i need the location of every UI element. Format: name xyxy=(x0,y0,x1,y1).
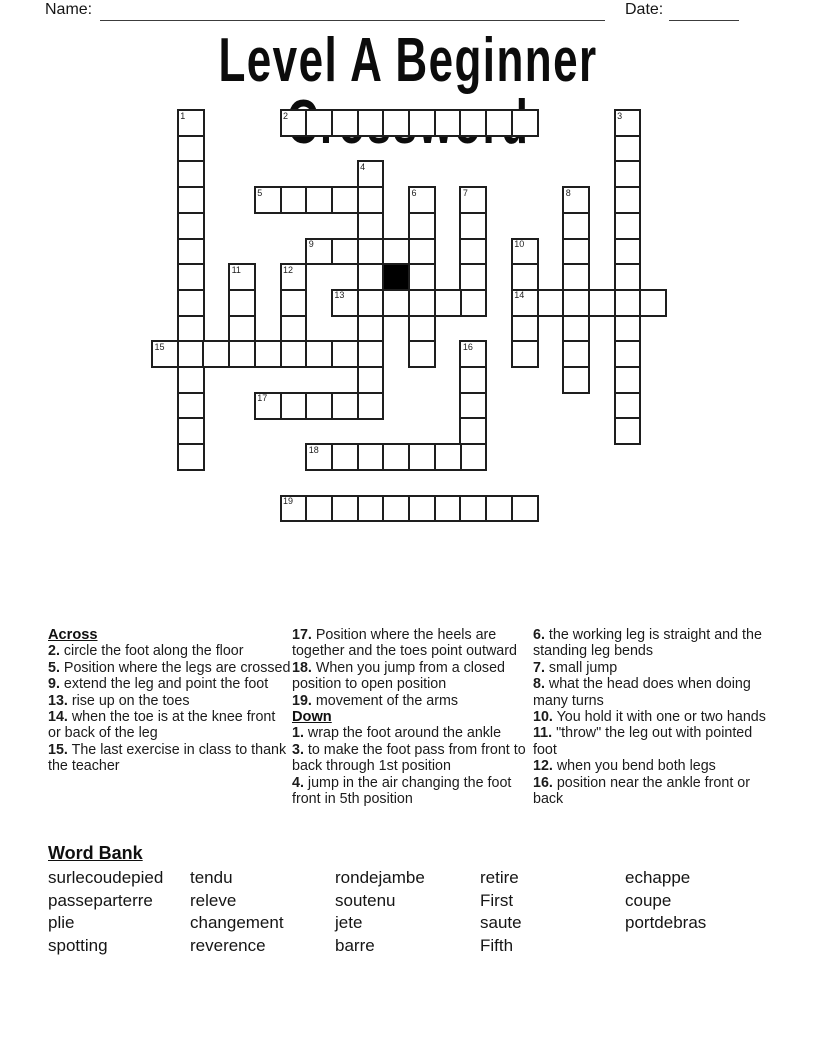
grid-cell[interactable] xyxy=(459,289,487,317)
cell-number: 3 xyxy=(617,110,623,121)
cell-number: 2 xyxy=(283,110,289,121)
grid-cell[interactable] xyxy=(408,495,436,523)
cell-number: 16 xyxy=(462,341,473,352)
grid-cell[interactable] xyxy=(305,340,333,368)
grid-cell[interactable] xyxy=(614,160,642,188)
grid-cell[interactable] xyxy=(562,212,590,240)
grid-cell[interactable] xyxy=(228,263,256,291)
grid-cell[interactable] xyxy=(614,315,642,343)
grid-cell[interactable] xyxy=(357,212,385,240)
grid-cell[interactable] xyxy=(357,495,385,523)
word-bank-word: reverence xyxy=(190,936,266,956)
clue-item-15: 15. The last exercise in class to thank the teacher xyxy=(48,741,287,775)
grid-cell[interactable] xyxy=(614,109,642,137)
grid-cell[interactable] xyxy=(614,289,642,317)
grid-cell[interactable] xyxy=(177,315,205,343)
grid-cell[interactable] xyxy=(202,340,230,368)
word-bank-column xyxy=(190,867,284,958)
grid-cell[interactable] xyxy=(177,289,205,317)
clue-column-down xyxy=(533,627,776,807)
grid-cell[interactable] xyxy=(254,340,282,368)
grid-cell[interactable] xyxy=(280,109,308,137)
clue-column-across xyxy=(48,627,291,775)
grid-cell[interactable] xyxy=(357,263,385,291)
grid-cell[interactable] xyxy=(614,340,642,368)
cell-number: 10 xyxy=(514,239,525,249)
cell-number: 7 xyxy=(462,187,468,198)
word-bank-word: portdebras xyxy=(625,913,707,933)
grid-cell[interactable] xyxy=(357,289,385,317)
grid-cell[interactable] xyxy=(614,212,642,240)
grid-cell[interactable] xyxy=(177,392,205,420)
clue-item-18: 18. When you jump from a closed position to open position xyxy=(292,659,505,693)
clue-section-heading: Across xyxy=(48,627,98,643)
grid-cell[interactable] xyxy=(459,366,487,394)
clue-item-3: 3. to make the foot pass from front to back through 1st position xyxy=(292,741,526,775)
grid-cell[interactable] xyxy=(511,238,539,266)
grid-cell[interactable] xyxy=(459,417,487,445)
grid-cell[interactable] xyxy=(177,212,205,240)
grid-cell[interactable] xyxy=(331,238,359,266)
grid-cell[interactable] xyxy=(331,443,359,471)
clue-item-13: 13. rise up on the toes xyxy=(48,692,190,709)
grid-cell[interactable] xyxy=(177,160,205,188)
word-bank-word: echappe xyxy=(625,868,691,887)
grid-cell[interactable] xyxy=(459,109,487,137)
cell-number: 14 xyxy=(514,290,525,301)
grid-cell[interactable] xyxy=(305,186,333,214)
grid-cell[interactable] xyxy=(408,289,436,317)
grid-cell[interactable] xyxy=(254,186,282,214)
grid-cell[interactable] xyxy=(331,186,359,214)
grid-cell[interactable] xyxy=(331,289,359,317)
word-bank-word: tendu xyxy=(190,868,233,887)
cell-number: 11 xyxy=(231,264,241,275)
cell-number: 18 xyxy=(308,444,319,455)
clue-item-6: 6. the working leg is straight and the standing leg bends xyxy=(533,627,762,660)
cell-number: 8 xyxy=(565,187,571,198)
grid-cell[interactable] xyxy=(280,392,308,420)
grid-cell[interactable] xyxy=(408,315,436,343)
word-bank-word: saute xyxy=(480,913,522,933)
grid-cell[interactable] xyxy=(408,212,436,240)
grid-cell[interactable] xyxy=(280,495,308,523)
page-title: Level A Beginner xyxy=(218,26,598,95)
word-bank-word: retire xyxy=(480,868,519,887)
grid-cell[interactable] xyxy=(177,366,205,394)
grid-cell[interactable] xyxy=(562,340,590,368)
grid-cell[interactable] xyxy=(357,315,385,343)
grid-cell[interactable] xyxy=(382,495,410,523)
grid-cell[interactable] xyxy=(485,495,513,523)
word-bank-column xyxy=(480,867,522,958)
grid-cell[interactable] xyxy=(562,289,590,317)
word-bank-word: coupe xyxy=(625,890,672,910)
grid-cell[interactable] xyxy=(357,109,385,137)
grid-cell[interactable] xyxy=(305,392,333,420)
clue-item-17: 17. Position where the heels are together and the toes point outward xyxy=(292,627,517,660)
grid-cell[interactable] xyxy=(459,238,487,266)
grid-cell[interactable] xyxy=(177,238,205,266)
clue-item-12: 12. when you bend both legs xyxy=(533,758,716,775)
grid-cell[interactable] xyxy=(614,392,642,420)
cell-number: 15 xyxy=(154,341,165,352)
clue-item-4: 4. jump in the air changing the foot front in 5th position xyxy=(292,774,512,808)
grid-cell[interactable] xyxy=(177,340,205,368)
word-bank-word: soutenu xyxy=(335,890,396,910)
grid-cell[interactable] xyxy=(511,263,539,291)
clue-item-8: 8. what the head does when doing many turns xyxy=(533,676,751,709)
grid-cell[interactable] xyxy=(588,289,616,317)
grid-cell[interactable] xyxy=(434,289,462,317)
cell-number: 4 xyxy=(360,161,366,172)
grid-cell[interactable] xyxy=(357,186,385,214)
clue-item-11: 11. "throw" the leg out with pointed foot xyxy=(533,725,753,758)
word-bank-word: spotting xyxy=(48,936,108,956)
cell-number: 1 xyxy=(180,110,186,121)
word-bank-heading: Word Bank xyxy=(48,843,143,863)
grid-cell[interactable] xyxy=(151,340,179,368)
grid-cell[interactable] xyxy=(511,495,539,523)
grid-cell[interactable] xyxy=(459,392,487,420)
black-cell xyxy=(382,263,410,291)
grid-cell[interactable] xyxy=(614,263,642,291)
grid-cell[interactable] xyxy=(614,186,642,214)
name-input-line[interactable] xyxy=(100,0,605,21)
word-bank-word: rondejambe xyxy=(335,868,425,887)
grid-cell[interactable] xyxy=(459,186,487,214)
word-bank-column xyxy=(335,867,425,958)
grid-cell[interactable] xyxy=(459,443,487,471)
grid-cell[interactable] xyxy=(614,417,642,445)
clue-item-5: 5. Position where the legs are crossed xyxy=(48,659,291,676)
grid-cell[interactable] xyxy=(254,392,282,420)
date-label: Date: xyxy=(625,1,664,18)
grid-cell[interactable] xyxy=(614,135,642,163)
grid-cell[interactable] xyxy=(511,289,539,317)
grid-cell[interactable] xyxy=(459,495,487,523)
grid-cell[interactable] xyxy=(511,340,539,368)
grid-cell[interactable] xyxy=(511,109,539,137)
cell-number: 19 xyxy=(283,496,294,506)
grid-cell[interactable] xyxy=(562,238,590,266)
word-bank-word: First xyxy=(480,890,514,910)
grid-cell[interactable] xyxy=(357,443,385,471)
grid-cell[interactable] xyxy=(177,417,205,445)
cell-number: 17 xyxy=(257,393,268,404)
clue-item-16: 16. position near the ankle front or back xyxy=(533,774,750,808)
grid-cell[interactable] xyxy=(511,315,539,343)
grid-cell[interactable] xyxy=(305,443,333,471)
cell-number: 9 xyxy=(308,239,314,249)
word-bank-word: passeparterre xyxy=(48,890,153,910)
crossword-grid xyxy=(151,109,669,524)
grid-cell[interactable] xyxy=(382,443,410,471)
grid-cell[interactable] xyxy=(357,160,385,188)
grid-cell[interactable] xyxy=(331,495,359,523)
clue-item-7: 7. small jump xyxy=(533,659,618,676)
grid-cell[interactable] xyxy=(562,315,590,343)
grid-cell[interactable] xyxy=(177,109,205,137)
word-bank-word: jete xyxy=(335,913,363,933)
grid-cell[interactable] xyxy=(639,289,667,317)
grid-cell[interactable] xyxy=(408,263,436,291)
grid-cell[interactable] xyxy=(408,186,436,214)
grid-cell[interactable] xyxy=(434,443,462,471)
grid-cell[interactable] xyxy=(382,238,410,266)
grid-cell[interactable] xyxy=(177,186,205,214)
grid-cell[interactable] xyxy=(408,340,436,368)
cell-number: 6 xyxy=(411,187,417,198)
clue-item-19: 19. movement of the arms xyxy=(292,692,459,709)
grid-cell[interactable] xyxy=(357,238,385,266)
grid-cell[interactable] xyxy=(331,392,359,420)
word-bank-word: Fifth xyxy=(480,936,514,956)
grid-cell[interactable] xyxy=(382,109,410,137)
word-bank-word: barre xyxy=(335,936,375,956)
clue-section-heading: Down xyxy=(292,709,332,726)
grid-cell[interactable] xyxy=(331,109,359,137)
grid-cell[interactable] xyxy=(434,109,462,137)
grid-cell[interactable] xyxy=(562,366,590,394)
clue-item-10: 10. You hold it with one or two hands xyxy=(533,709,766,726)
grid-cell[interactable] xyxy=(305,109,333,137)
grid-cell[interactable] xyxy=(280,289,308,317)
grid-cell[interactable] xyxy=(280,263,308,291)
grid-cell[interactable] xyxy=(382,289,410,317)
grid-cell[interactable] xyxy=(562,263,590,291)
grid-cell[interactable] xyxy=(562,186,590,214)
grid-cell[interactable] xyxy=(408,443,436,471)
grid-cell[interactable] xyxy=(357,340,385,368)
word-bank-word: releve xyxy=(190,890,237,910)
grid-cell[interactable] xyxy=(280,340,308,368)
word-bank-word: changement xyxy=(190,913,284,933)
grid-cell[interactable] xyxy=(614,366,642,394)
grid-cell[interactable] xyxy=(177,263,205,291)
grid-cell[interactable] xyxy=(408,109,436,137)
word-bank-word: surlecoudepied xyxy=(48,868,164,887)
grid-cell[interactable] xyxy=(305,238,333,266)
grid-cell[interactable] xyxy=(228,340,256,368)
clue-item-1: 1. wrap the foot around the ankle xyxy=(292,725,502,742)
date-input-line[interactable] xyxy=(669,0,739,21)
name-label: Name: xyxy=(45,1,93,18)
grid-cell[interactable] xyxy=(537,289,565,317)
grid-cell[interactable] xyxy=(408,238,436,266)
grid-cell[interactable] xyxy=(485,109,513,137)
grid-cell[interactable] xyxy=(331,340,359,368)
word-bank-column xyxy=(625,867,706,935)
grid-cell[interactable] xyxy=(280,315,308,343)
cell-number: 12 xyxy=(283,264,294,275)
grid-cell[interactable] xyxy=(177,135,205,163)
clue-item-14: 14. when the toe is at the knee front or back of the leg xyxy=(48,709,276,742)
grid-cell[interactable] xyxy=(357,366,385,394)
grid-cell[interactable] xyxy=(459,212,487,240)
grid-cell[interactable] xyxy=(434,495,462,523)
grid-cell[interactable] xyxy=(305,495,333,523)
cell-number: 5 xyxy=(257,187,263,198)
word-bank-word: plie xyxy=(48,913,75,933)
clue-item-2: 2. circle the foot along the floor xyxy=(48,643,244,660)
grid-cell[interactable] xyxy=(228,289,256,317)
grid-cell[interactable] xyxy=(614,238,642,266)
clue-item-9: 9. extend the leg and point the foot xyxy=(48,676,269,693)
grid-cell[interactable] xyxy=(357,392,385,420)
grid-cell[interactable] xyxy=(459,263,487,291)
grid-cell[interactable] xyxy=(177,443,205,471)
grid-cell[interactable] xyxy=(459,340,487,368)
grid-cell[interactable] xyxy=(228,315,256,343)
grid-cell[interactable] xyxy=(280,186,308,214)
word-bank-column xyxy=(48,867,163,958)
clue-column-middle xyxy=(292,627,535,807)
cell-number: 13 xyxy=(334,290,345,301)
